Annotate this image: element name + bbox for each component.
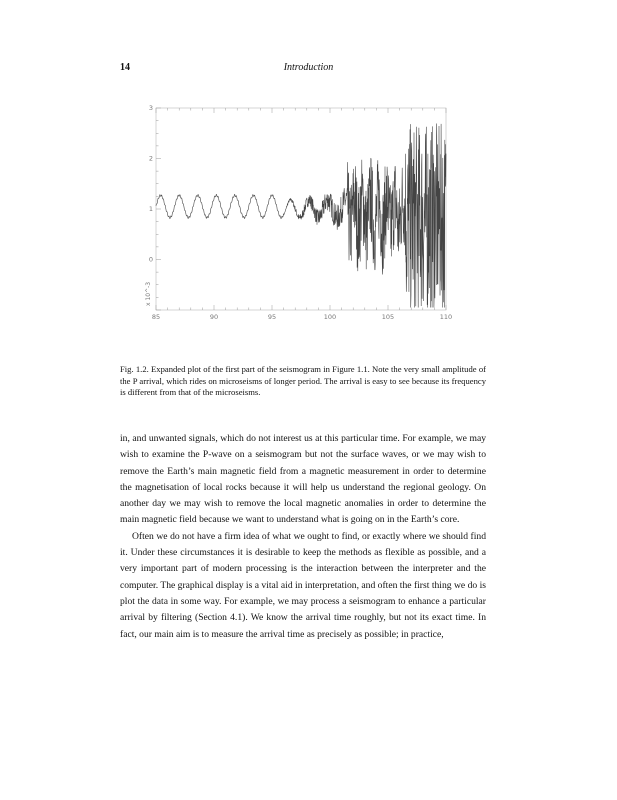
figure-caption: Fig. 1.2. Expanded plot of the first part of the seismogram in Figure 1.1. Note the very small amplitude of the P arrival, which rides on microseisms of longer period. The arrival is easy to see because its frequency is different from that of the microseisms. xyxy=(120,364,486,398)
x-tick-label: 100 xyxy=(323,313,337,321)
y-tick-label: 2 xyxy=(148,154,153,163)
y-tick-label: 0 xyxy=(148,255,153,264)
seismogram-trace xyxy=(156,124,446,308)
x-tick-label: 90 xyxy=(209,313,219,321)
page-number: 14 xyxy=(120,62,130,73)
seismogram-chart xyxy=(128,98,458,330)
running-head: Introduction xyxy=(283,62,334,73)
body-text xyxy=(120,431,486,643)
x-tick-label: 85 xyxy=(151,313,161,321)
y-unit-label: x 10^-3 xyxy=(145,281,152,306)
y-tick-label: 3 xyxy=(148,104,153,112)
y-tick-label: 1 xyxy=(148,205,153,213)
body-paragraph-1: in, and unwanted signals, which do not interest us at this particular time. For example, we may wish to examine the P-wave on a seismogram but not the surface waves, or we may wish to remove the Earth’s main magnetic field from a magnetic measurement in order to determine the magnetisation of local rocks because it will help us understand the regional geology. On another day we may wish to remove the local magnetic anomalies in order to determine the main magnetic field because we want to understand what is going on in the Earth’s core. xyxy=(120,433,486,526)
x-tick-label: 110 xyxy=(439,313,453,321)
body-paragraph-2: Often we do not have a firm idea of what we ought to find, or exactly where we should find it. Under these circumstances it is desirable to keep the methods as flexible as possible, and a very important part of modern processing is the interaction between the interpreter and the computer. The graphical display is a vital aid in interpretation, and often the first thing we do is plot the data in some way. For example, we may process a seismogram to enhance a particular arrival by filtering (Section 4.1). We know the arrival time roughly, but not its exact time. In fact, our main aim is to measure the arrival time as precisely as possible; in practice, xyxy=(120,530,486,640)
seismogram-figure xyxy=(128,98,458,330)
x-tick-label: 105 xyxy=(381,313,395,321)
x-tick-label: 95 xyxy=(267,313,277,321)
